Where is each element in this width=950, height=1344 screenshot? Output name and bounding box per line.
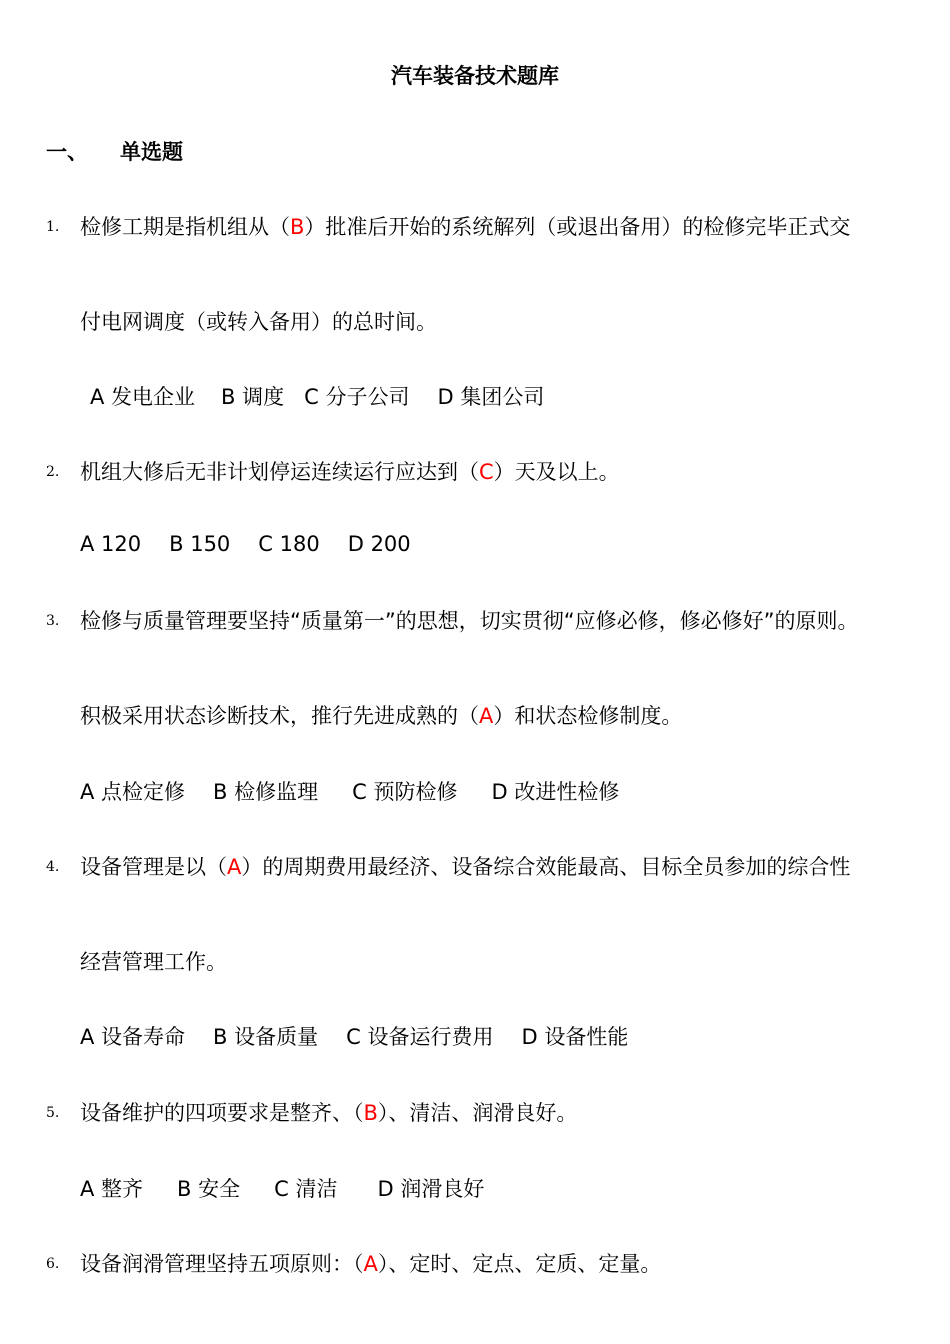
option: A 设备寿命 (80, 1025, 186, 1049)
section-label: 单选题 (120, 140, 183, 164)
question-text: 设备管理是以（A）的周期费用最经济、设备综合效能最高、目标全员参加的综合性 (80, 855, 851, 879)
option: D 设备性能 (521, 1025, 629, 1049)
options-row (80, 532, 437, 556)
answer-mark: B (290, 215, 305, 239)
option: D 润滑良好 (377, 1177, 485, 1201)
answer-mark: B (363, 1101, 378, 1125)
option: A 点检定修 (80, 780, 186, 804)
option: C 预防检修 (352, 780, 458, 804)
option: C 180 (258, 532, 320, 556)
option: A 整齐 (80, 1177, 144, 1201)
options-row (80, 1173, 510, 1203)
options-row (80, 776, 645, 806)
option: B 150 (169, 532, 231, 556)
question-text-continued: 经营管理工作。 (80, 950, 227, 974)
option: A 发电企业 (90, 385, 196, 409)
answer-mark: C (479, 460, 494, 484)
answer-mark: A (227, 855, 242, 879)
question-number: 3. (46, 613, 60, 629)
option: D 集团公司 (437, 385, 545, 409)
question-number: 6. (46, 1256, 60, 1272)
document-title: 汽车装备技术题库 (391, 64, 559, 88)
option: B 检修监理 (213, 780, 319, 804)
section-heading (46, 136, 183, 166)
option: B 安全 (177, 1177, 241, 1201)
question-text: 检修与质量管理要坚持“质量第一”的思想，切实贯彻“应修必修，修必修好”的原则。 (80, 609, 859, 633)
option: C 设备运行费用 (346, 1025, 494, 1049)
question-text-continued: 付电网调度（或转入备用）的总时间。 (80, 310, 437, 334)
option: A 120 (80, 532, 142, 556)
question-text-continued: 积极采用状态诊断技术，推行先进成熟的（A）和状态检修制度。 (80, 704, 683, 728)
question-text: 机组大修后无非计划停运连续运行应达到（C）天及以上。 (80, 460, 620, 484)
option: D 改进性检修 (491, 780, 620, 804)
question-text: 设备维护的四项要求是整齐、（B）、清洁、润滑良好。 (80, 1101, 578, 1125)
option: C 清洁 (274, 1177, 338, 1201)
answer-mark: A (479, 704, 494, 728)
question-number: 1. (46, 219, 60, 235)
option: B 设备质量 (213, 1025, 319, 1049)
section-number: 一、 (46, 140, 88, 164)
question-text: 检修工期是指机组从（B）批准后开始的系统解列（或退出备用）的检修完毕正式交 (80, 215, 851, 239)
question-number: 2. (46, 464, 60, 480)
option: D 200 (347, 532, 411, 556)
option: B 调度 (221, 385, 285, 409)
answer-mark: A (363, 1252, 378, 1276)
options-row (80, 1021, 654, 1051)
options-row (80, 381, 570, 411)
question-number: 5. (46, 1105, 60, 1121)
option: C 分子公司 (304, 385, 410, 409)
question-text: 设备润滑管理坚持五项原则：（A）、定时、定点、定质、定量。 (80, 1252, 662, 1276)
question-number: 4. (46, 859, 60, 875)
